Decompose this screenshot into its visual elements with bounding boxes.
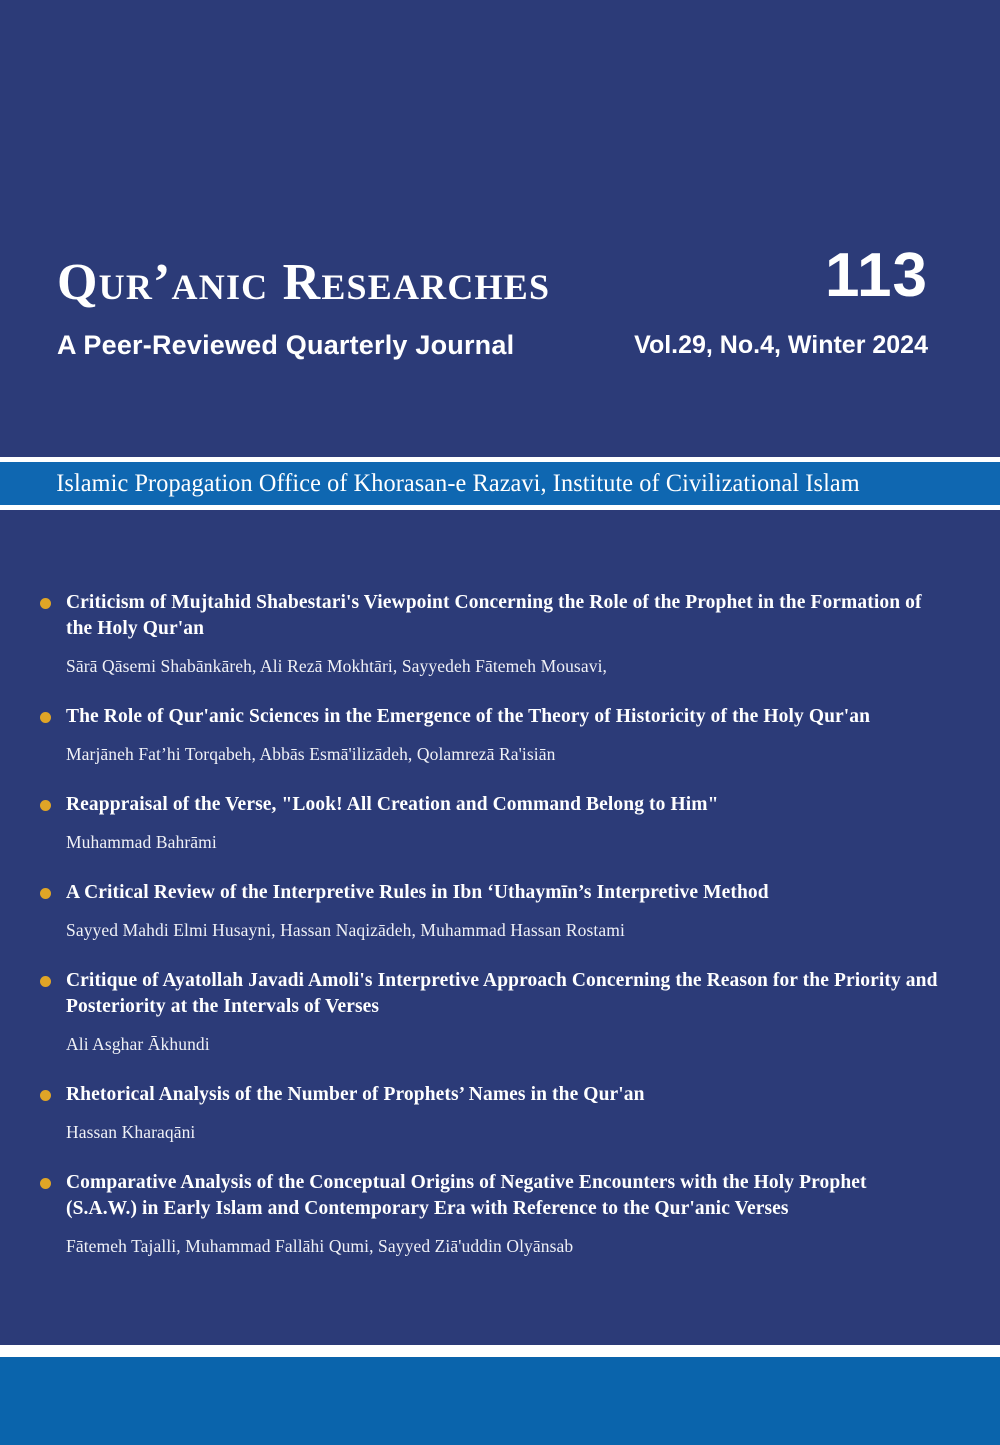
footer-band <box>0 1357 1000 1445</box>
article-title[interactable]: Criticism of Mujtahid Shabestari's Viewpoint Concerning the Role of the Prophet in the Formation of the Holy Qur'an <box>66 592 922 639</box>
article-authors: Muhammad Bahrāmi <box>66 832 217 852</box>
masthead <box>0 0 1000 457</box>
article-title[interactable]: Rhetorical Analysis of the Number of Prophets’ Names in the Qur'an <box>66 1084 645 1105</box>
article-authors: Sārā Qāsemi Shabānkāreh, Ali Rezā Mokhtāri, Sayyedeh Fātemeh Mousavi, <box>66 656 607 676</box>
article-authors: Hassan Kharaqāni <box>66 1122 196 1142</box>
publisher-band <box>0 462 1000 505</box>
bullet-icon <box>40 976 51 987</box>
article-authors: Fātemeh Tajalli, Muhammad Fallāhi Qumi, Sayyed Ziā'uddin Olyānsab <box>66 1236 574 1256</box>
article-entry[interactable] <box>40 1082 940 1144</box>
publisher-band-wrapper <box>0 457 1000 510</box>
article-entry[interactable] <box>40 1170 940 1258</box>
article-entry[interactable] <box>40 792 940 854</box>
article-authors: Sayyed Mahdi Elmi Husayni, Hassan Naqizādeh, Muhammad Hassan Rostami <box>66 920 625 940</box>
footer-divider <box>0 1345 1000 1357</box>
journal-title: Qur’anic Researches <box>57 254 551 311</box>
journal-subtitle: A Peer-Reviewed Quarterly Journal <box>57 330 515 360</box>
table-of-contents <box>0 510 1000 1284</box>
article-entry[interactable] <box>40 590 940 678</box>
article-title[interactable]: The Role of Qur'anic Sciences in the Emergence of the Theory of Historicity of the Holy Qur'an <box>66 706 871 727</box>
article-entry[interactable] <box>40 704 940 766</box>
article-entry[interactable] <box>40 968 940 1056</box>
article-title[interactable]: Critique of Ayatollah Javadi Amoli's Interpretive Approach Concerning the Reason for the Priority and Posteriority at the Intervals of Verses <box>66 970 938 1017</box>
issue-volume-date: Vol.29, No.4, Winter 2024 <box>634 331 928 359</box>
issue-number: 113 <box>824 241 928 310</box>
article-title[interactable]: A Critical Review of the Interpretive Rules in Ibn ‘Uthaymīn’s Interpretive Method <box>66 882 769 903</box>
article-title[interactable]: Reappraisal of the Verse, "Look! All Creation and Command Belong to Him" <box>66 794 719 815</box>
bullet-icon <box>40 1090 51 1101</box>
bullet-icon <box>40 598 51 609</box>
publisher-name: Islamic Propagation Office of Khorasan-e Razavi, Institute of Civilizational Islam <box>56 469 860 497</box>
bullet-icon <box>40 1178 51 1189</box>
article-authors: Marjāneh Fat’hi Torqabeh, Abbās Esmā'ilizādeh, Qolamrezā Ra'isiān <box>66 744 556 764</box>
bullet-icon <box>40 888 51 899</box>
bullet-icon <box>40 712 51 723</box>
article-authors: Ali Asghar Ākhundi <box>66 1034 210 1054</box>
article-entry[interactable] <box>40 880 940 942</box>
bullet-icon <box>40 800 51 811</box>
article-title[interactable]: Comparative Analysis of the Conceptual Origins of Negative Encounters with the Holy Prophet (S.A.W.) in Early Islam and Contemporary Era with Reference to the Qur'anic Verses <box>66 1172 867 1219</box>
